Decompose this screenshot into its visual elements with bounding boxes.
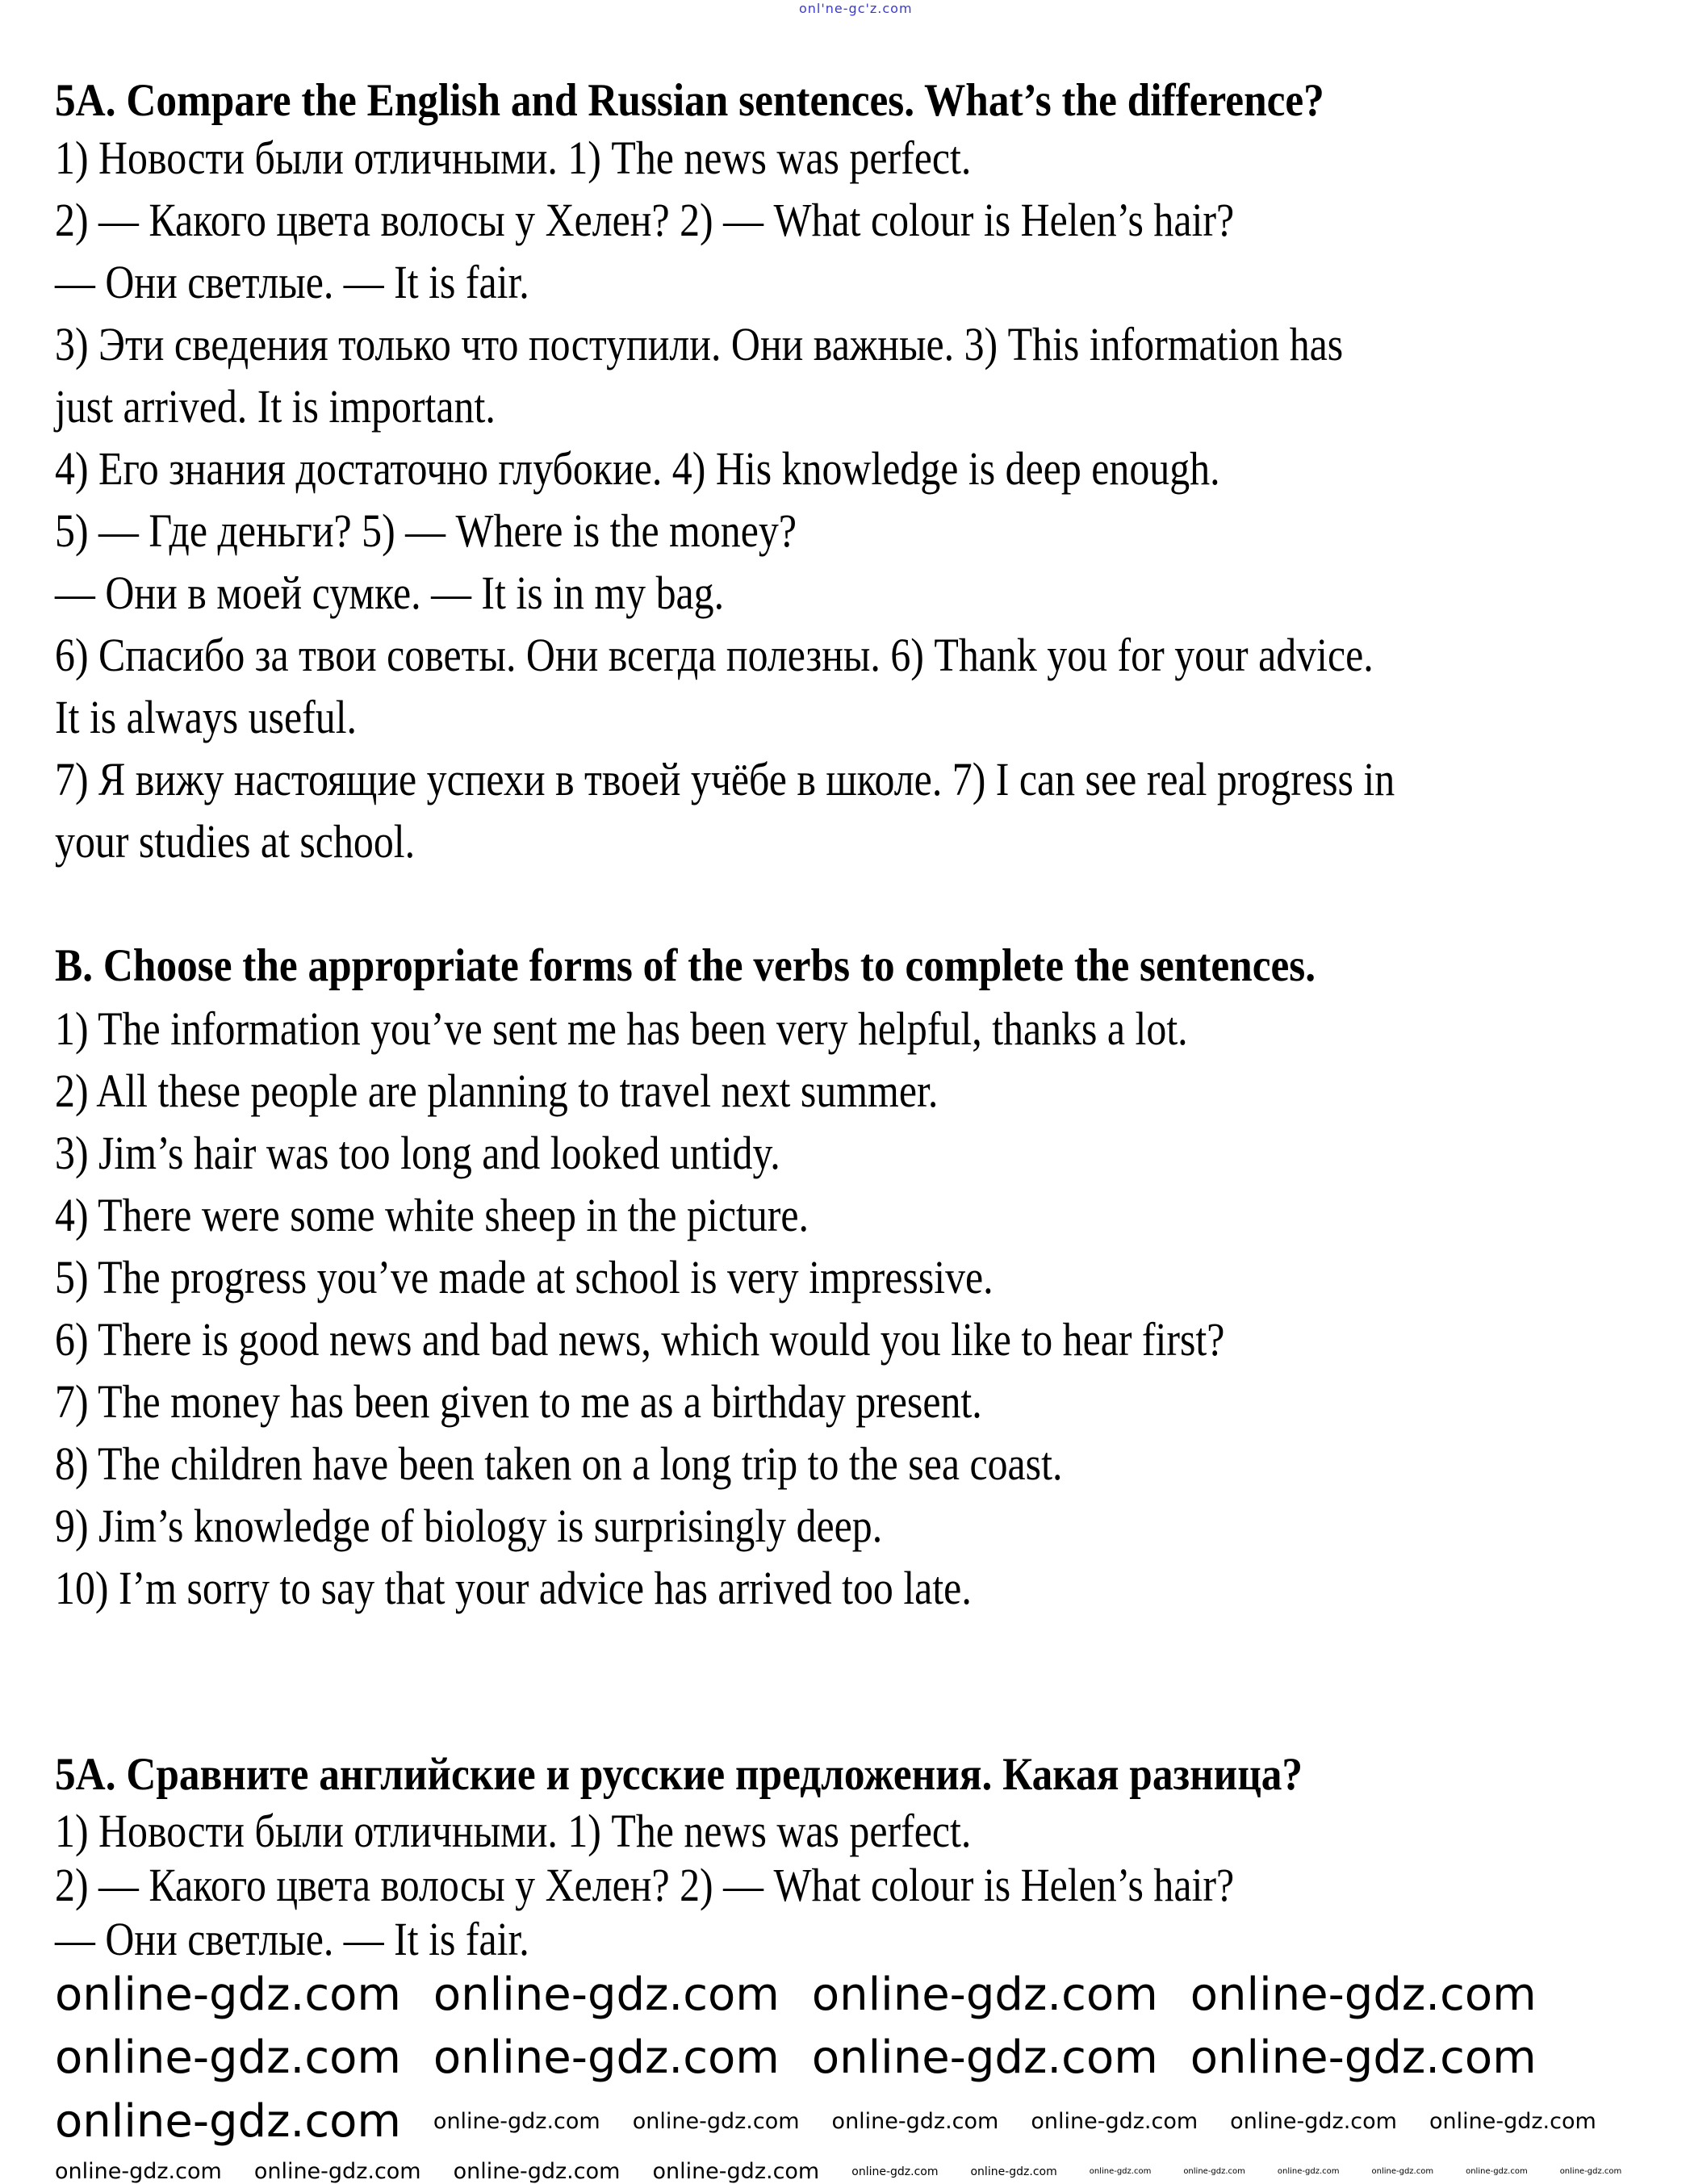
section-b-line-7: 7) The money has been given to me as a birthday present. (55, 1375, 982, 1428)
section-a-line-6: 4) Его знания достаточно глубокие. 4) His knowledge is deep enough. (55, 442, 1220, 495)
section-ru-line-3: — Они светлые. — It is fair. (55, 1913, 529, 1965)
section-a-line-1: 1) Новости были отличными. 1) The news was perfect. (55, 132, 972, 184)
watermark: online-gdz.com (632, 2109, 800, 2135)
watermark: online-gdz.com (1230, 2109, 1397, 2135)
watermark: online-gdz.com (831, 2109, 999, 2135)
watermark: online-gdz.com (1183, 2166, 1245, 2176)
section-a-line-11: 7) Я вижу настоящие успехи в твоей учёбе в школе. 7) I can see real progress in (55, 753, 1395, 805)
watermark: online-gdz.com (433, 1969, 780, 2021)
watermark: online-gdz.com (433, 2031, 780, 2085)
watermark-top: onl'ne-gc'z.com (799, 1, 913, 16)
section-b-line-4: 4) There were some white sheep in the picture. (55, 1189, 809, 1241)
section-b-title: B. Choose the appropriate forms of the verbs to complete the sentences. (55, 940, 1316, 991)
section-b-line-6: 6) There is good news and bad news, which would you like to hear first? (55, 1313, 1225, 1366)
watermark: online-gdz.com (55, 1969, 401, 2021)
section-a-line-4: 3) Эти сведения только что поступили. Они важные. 3) This information has (55, 318, 1344, 370)
section-b-line-10: 10) I’m sorry to say that your advice has arrived too late. (55, 1562, 972, 1614)
section-a-line-2: 2) — Какого цвета волосы у Хелен? 2) — What colour is Helen’s hair? (55, 194, 1235, 246)
section-b-line-9: 9) Jim’s knowledge of biology is surprisingly deep. (55, 1500, 883, 1552)
watermark: online-gdz.com (253, 2159, 421, 2184)
section-a-line-3: — Они светлые. — It is fair. (55, 256, 529, 308)
watermark: online-gdz.com (811, 1969, 1158, 2021)
watermark: online-gdz.com (1190, 1969, 1537, 2021)
section-ru-title: 5А. Сравните английские и русские предложения. Какая разница? (55, 1749, 1303, 1800)
section-b-line-2: 2) All these people are planning to travel next summer. (55, 1065, 939, 1117)
watermark: online-gdz.com (1089, 2166, 1152, 2176)
watermark: online-gdz.com (55, 2094, 401, 2148)
watermark: online-gdz.com (1371, 2166, 1434, 2176)
section-b-line-5: 5) The progress you’ve made at school is very impressive. (55, 1251, 994, 1303)
section-a-line-12: your studies at school. (55, 815, 416, 868)
section-ru-line-1: 1) Новости были отличными. 1) The news was perfect. (55, 1805, 972, 1857)
watermark-band (55, 1969, 1637, 2184)
watermark: online-gdz.com (652, 2159, 820, 2184)
watermark: online-gdz.com (970, 2165, 1057, 2178)
section-a-line-7: 5) — Где деньги? 5) — Where is the money? (55, 504, 797, 557)
watermark: online-gdz.com (1466, 2166, 1528, 2176)
section-b-line-3: 3) Jim’s hair was too long and looked untidy. (55, 1127, 780, 1179)
section-a-title: 5A. Compare the English and Russian sentences. What’s the difference? (55, 75, 1324, 126)
watermark: online-gdz.com (453, 2159, 621, 2184)
section-b-line-8: 8) The children have been taken on a long trip to the sea coast. (55, 1437, 1063, 1490)
watermark: online-gdz.com (1429, 2109, 1596, 2135)
section-ru-line-2: 2) — Какого цвета волосы у Хелен? 2) — What colour is Helen’s hair? (55, 1859, 1235, 1911)
watermark: online-gdz.com (433, 2109, 600, 2135)
watermark: online-gdz.com (811, 2031, 1158, 2085)
watermark: online-gdz.com (1559, 2166, 1622, 2176)
section-a-line-8: — Они в моей сумке. — It is in my bag. (55, 567, 725, 619)
watermark: online-gdz.com (1277, 2166, 1340, 2176)
watermark: online-gdz.com (1031, 2109, 1198, 2135)
watermark: online-gdz.com (1190, 2031, 1537, 2085)
section-b-line-1: 1) The information you’ve sent me has been very helpful, thanks a lot. (55, 1002, 1188, 1055)
watermark: online-gdz.com (55, 2159, 222, 2184)
section-a-line-9: 6) Спасибо за твои советы. Они всегда полезны. 6) Thank you for your advice. (55, 629, 1374, 681)
section-a-line-5: just arrived. It is important. (55, 380, 496, 433)
section-a-line-10: It is always useful. (55, 691, 358, 743)
watermark: online-gdz.com (55, 2031, 401, 2085)
watermark: online-gdz.com (851, 2165, 939, 2178)
